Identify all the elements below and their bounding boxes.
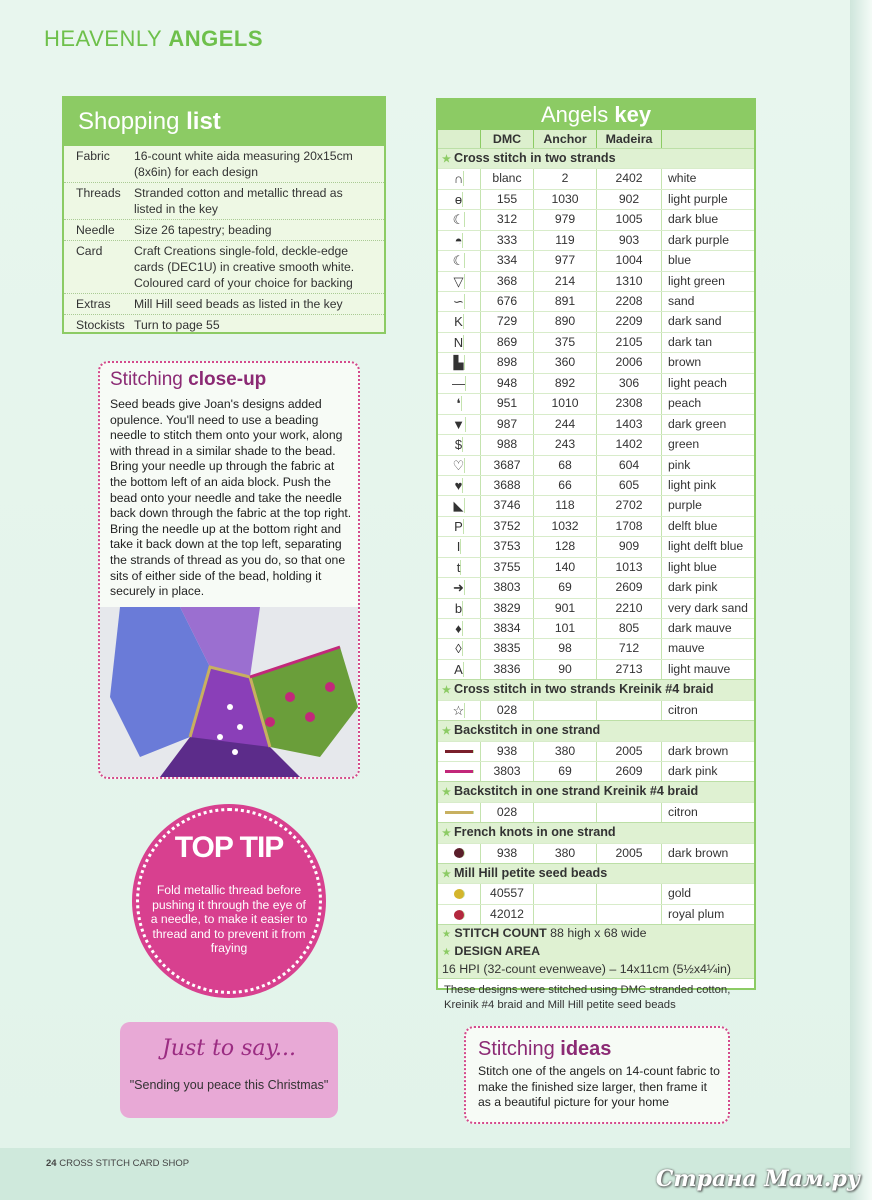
shopping-row: [64, 183, 384, 220]
key-col-symbol: [438, 130, 481, 148]
key-madeira: 712: [597, 639, 662, 658]
key-row: [438, 516, 754, 536]
key-colour-name: dark pink: [668, 580, 718, 595]
key-row: [438, 700, 754, 720]
key-colour-name: light blue: [668, 559, 717, 574]
key-symbol-icon: [438, 742, 481, 761]
star-icon: ★: [442, 726, 451, 738]
key-dmc: 729: [481, 312, 534, 331]
key-dmc: 988: [481, 435, 534, 454]
key-anchor: 892: [534, 374, 597, 393]
key-dmc: 334: [481, 251, 534, 270]
key-symbol-icon: ☾: [438, 251, 481, 270]
shopping-row: [64, 220, 384, 241]
key-symbol-icon: ❛: [438, 394, 481, 413]
shopping-row: [64, 315, 384, 335]
key-anchor: 375: [534, 333, 597, 352]
key-row: [438, 393, 754, 413]
key-dmc: blanc: [481, 169, 534, 188]
key-anchor: 66: [534, 476, 597, 495]
key-madeira: [597, 803, 662, 822]
key-symbol-icon: ☆: [438, 701, 481, 720]
key-section-title: ★ Cross stitch in two strands: [438, 148, 754, 168]
key-madeira: 1403: [597, 415, 662, 434]
key-madeira: 2609: [597, 578, 662, 597]
key-colour-name: dark mauve: [668, 621, 732, 636]
top-tip-text: Fold metallic thread before pushing it through the eye of a needle, to make it easier to thread and to prevent it from fraying: [150, 883, 308, 955]
key-symbol-icon: [438, 884, 481, 903]
key-row: [438, 230, 754, 250]
header-title-light: HEAVENLY: [44, 26, 162, 51]
closeup-title: Stitching close-up: [110, 369, 267, 390]
key-row: [438, 802, 754, 822]
key-colour-name: dark green: [668, 416, 727, 431]
key-symbol-icon: K: [438, 312, 481, 331]
key-madeira: 1402: [597, 435, 662, 454]
shopping-row-label: Card: [76, 244, 103, 258]
key-dmc: 3752: [481, 517, 534, 536]
key-row: [438, 332, 754, 352]
shopping-row: [64, 146, 384, 183]
key-anchor: 90: [534, 660, 597, 679]
key-dmc: 938: [481, 844, 534, 863]
key-symbol-icon: ▼: [438, 415, 481, 434]
key-dmc: 948: [481, 374, 534, 393]
closeup-photo: [100, 607, 358, 777]
key-symbol-icon: N: [438, 333, 481, 352]
key-madeira: 2210: [597, 599, 662, 618]
key-dmc: 951: [481, 394, 534, 413]
key-dmc: 3755: [481, 558, 534, 577]
key-dmc: 028: [481, 803, 534, 822]
key-body: [438, 148, 754, 924]
key-dmc: 333: [481, 231, 534, 250]
key-section-title: ★ Cross stitch in two strands Kreinik #4 braid: [438, 679, 754, 699]
key-anchor: 128: [534, 537, 597, 556]
shopping-list-rows: [64, 146, 384, 335]
key-madeira: 902: [597, 190, 662, 209]
key-symbol-icon: —: [438, 374, 481, 393]
key-row: [438, 761, 754, 781]
key-symbol-icon: b: [438, 599, 481, 618]
key-anchor: 69: [534, 762, 597, 781]
section-header: [44, 26, 263, 52]
shopping-row-value: Stranded cotton and metallic thread as listed in the key: [134, 186, 343, 216]
key-madeira: 805: [597, 619, 662, 638]
key-symbol-icon: $: [438, 435, 481, 454]
shopping-row-label: Needle: [76, 223, 115, 237]
key-colour-name: sand: [668, 294, 695, 309]
key-colour-name: gold: [668, 886, 692, 901]
key-dmc: 3688: [481, 476, 534, 495]
key-symbol-icon: [438, 844, 481, 863]
key-symbol-icon: ◓: [438, 231, 481, 250]
shopping-list-title: Shopping list: [64, 98, 384, 146]
key-anchor: 98: [534, 639, 597, 658]
key-colour-name: light green: [668, 273, 725, 288]
key-dmc: 40557: [481, 884, 534, 903]
key-col-dmc: DMC: [481, 130, 534, 148]
shopping-row-value: 16-count white aida measuring 20x15cm (8x6in) for each design: [134, 149, 353, 179]
key-anchor: 1030: [534, 190, 597, 209]
key-dmc: 3835: [481, 639, 534, 658]
key-anchor: [534, 905, 597, 924]
shopping-list: [62, 96, 386, 334]
key-anchor: 360: [534, 353, 597, 372]
key-dmc: 3803: [481, 762, 534, 781]
key-colour-name: citron: [668, 702, 698, 717]
top-tip-badge: [136, 808, 322, 994]
key-madeira: 2402: [597, 169, 662, 188]
key-madeira: 2308: [597, 394, 662, 413]
key-col-madeira: Madeira: [597, 130, 662, 148]
key-symbol-icon: ∽: [438, 292, 481, 311]
watermark: Страна Мам.ру: [655, 1166, 860, 1192]
key-row: [438, 291, 754, 311]
key-colour-name: dark sand: [668, 314, 722, 329]
key-colour-name: very dark sand: [668, 600, 748, 615]
key-madeira: 1005: [597, 210, 662, 229]
key-column-headers: [438, 130, 754, 148]
key-dmc: 368: [481, 272, 534, 291]
key-dmc: 898: [481, 353, 534, 372]
key-section-title: ★ French knots in one strand: [438, 822, 754, 842]
key-row: [438, 352, 754, 372]
key-madeira: 903: [597, 231, 662, 250]
key-row: [438, 373, 754, 393]
top-tip-title: TOP TIP: [174, 831, 284, 864]
key-dmc: 938: [481, 742, 534, 761]
shopping-row-value: Size 26 tapestry; beading: [134, 223, 272, 237]
shopping-row: [64, 241, 384, 294]
key-row: [438, 883, 754, 903]
design-area: ★ DESIGN AREA 16 HPI (32-count evenweave) – 14x11cm (5½x4¼in): [438, 943, 754, 978]
key-colour-name: brown: [668, 355, 702, 370]
key-colour-name: delft blue: [668, 518, 718, 533]
key-colour-name: citron: [668, 804, 698, 819]
key-madeira: 1708: [597, 517, 662, 536]
key-symbol-icon: [438, 762, 481, 781]
key-anchor: 380: [534, 742, 597, 761]
key-anchor: [534, 803, 597, 822]
key-anchor: 977: [534, 251, 597, 270]
key-madeira: 2105: [597, 333, 662, 352]
key-col-anchor: Anchor: [534, 130, 597, 148]
key-anchor: 244: [534, 415, 597, 434]
key-madeira: 2702: [597, 496, 662, 515]
key-symbol-icon: P: [438, 517, 481, 536]
key-symbol-icon: ♦: [438, 619, 481, 638]
key-dmc: 869: [481, 333, 534, 352]
key-row: [438, 271, 754, 291]
key-colour-name: blue: [668, 253, 692, 268]
key-row: [438, 414, 754, 434]
key-symbol-icon: ♥: [438, 476, 481, 495]
key-colour-name: royal plum: [668, 906, 725, 921]
key-section-title: ★ Backstitch in one strand Kreinik #4 braid: [438, 781, 754, 801]
key-madeira: [597, 905, 662, 924]
page-edge: [850, 0, 872, 1200]
key-symbol-icon: ▙: [438, 353, 481, 372]
key-symbol-icon: A: [438, 660, 481, 679]
key-madeira: 1004: [597, 251, 662, 270]
key-colour-name: dark tan: [668, 334, 713, 349]
key-dmc: 155: [481, 190, 534, 209]
angels-key: [436, 98, 756, 1012]
key-row: [438, 557, 754, 577]
key-colour-name: light peach: [668, 375, 727, 390]
key-madeira: 1013: [597, 558, 662, 577]
key-colour-name: light mauve: [668, 661, 731, 676]
key-anchor: 979: [534, 210, 597, 229]
key-row: [438, 209, 754, 229]
key-symbol-icon: [438, 905, 481, 924]
key-dmc: 3836: [481, 660, 534, 679]
key-madeira: [597, 884, 662, 903]
shopping-row: [64, 294, 384, 315]
key-colour-name: light delft blue: [668, 539, 744, 554]
key-anchor: 380: [534, 844, 597, 863]
key-row: [438, 168, 754, 188]
key-anchor: 69: [534, 578, 597, 597]
shopping-row-label: Fabric: [76, 149, 110, 163]
key-anchor: 890: [534, 312, 597, 331]
stitching-closeup: [98, 361, 360, 779]
shopping-row-label: Extras: [76, 297, 111, 311]
key-colour-name: dark brown: [668, 743, 729, 758]
header-title-bold: ANGELS: [168, 26, 264, 51]
key-madeira: 2006: [597, 353, 662, 372]
page-number: 24: [46, 1158, 57, 1169]
key-note: These designs were stitched using DMC stranded cotton, Kreinik #4 braid and Mill Hill petite seed beads: [438, 978, 754, 1017]
key-colour-name: peach: [668, 396, 702, 411]
key-colour-name: light purple: [668, 191, 728, 206]
shopping-row-value: Turn to page 55: [134, 318, 220, 332]
key-dmc: 3687: [481, 456, 534, 475]
key-anchor: 140: [534, 558, 597, 577]
key-colour-name: mauve: [668, 641, 705, 656]
key-row: [438, 618, 754, 638]
key-colour-name: light pink: [668, 477, 717, 492]
ideas-title: Stitching ideas: [478, 1038, 612, 1060]
just-to-say-title: Just to say...: [161, 1036, 297, 1061]
stitching-ideas: [464, 1026, 730, 1124]
key-row: [438, 598, 754, 618]
key-dmc: 028: [481, 701, 534, 720]
key-anchor: 214: [534, 272, 597, 291]
key-symbol-icon: ♡: [438, 456, 481, 475]
key-row: [438, 843, 754, 863]
key-madeira: 2713: [597, 660, 662, 679]
key-madeira: 1310: [597, 272, 662, 291]
key-symbol-icon: ☾: [438, 210, 481, 229]
key-row: [438, 577, 754, 597]
key-colour-name: pink: [668, 457, 691, 472]
key-anchor: 118: [534, 496, 597, 515]
key-madeira: [597, 701, 662, 720]
key-dmc: 3834: [481, 619, 534, 638]
key-madeira: 2005: [597, 844, 662, 863]
key-madeira: 2209: [597, 312, 662, 331]
key-row: [438, 741, 754, 761]
key-anchor: 68: [534, 456, 597, 475]
key-dmc: 987: [481, 415, 534, 434]
key-row: [438, 475, 754, 495]
key-symbol-icon: ɵ: [438, 190, 481, 209]
key-anchor: [534, 701, 597, 720]
ideas-text: Stitch one of the angels on 14-count fabric to make the finished size larger, then frame it as a beautiful picture for your home: [478, 1064, 720, 1110]
closeup-text: Seed beads give Joan's designs added opulence. You'll need to use a beading needle to stitch them onto your work, along with thread in a similar shade to the bead. Bring your needle up through the fabric at the bottom left of an aida block. Push the bead onto your needle and take the needle back down through the fabric at the top right. Bring the needle up at the bottom right and take it back down at the top left, separating the strands of thread as you do, so that one sits of either side of the bead, holding it securely in place.: [110, 397, 352, 599]
key-madeira: 2609: [597, 762, 662, 781]
key-colour-name: purple: [668, 498, 702, 513]
key-anchor: [534, 884, 597, 903]
key-dmc: 312: [481, 210, 534, 229]
key-row: [438, 536, 754, 556]
key-symbol-icon: ◊: [438, 639, 481, 658]
key-symbol-icon: t: [438, 558, 481, 577]
key-dmc: 676: [481, 292, 534, 311]
shopping-row-value: Craft Creations single-fold, deckle-edge cards (DEC1U) in creative smooth white. Coloured card of your choice for backing: [134, 244, 355, 290]
star-icon: ★: [442, 154, 451, 165]
key-dmc: 42012: [481, 905, 534, 924]
key-madeira: 605: [597, 476, 662, 495]
key-row: [438, 455, 754, 475]
key-title: Angels key: [438, 100, 754, 130]
key-colour-name: dark purple: [668, 232, 729, 247]
key-row: [438, 250, 754, 270]
key-symbol-icon: ◣: [438, 496, 481, 515]
key-dmc: 3829: [481, 599, 534, 618]
key-row: [438, 189, 754, 209]
key-row: [438, 904, 754, 924]
key-section-title: ★ Mill Hill petite seed beads: [438, 863, 754, 883]
stitch-count: ★ STITCH COUNT 88 high x 68 wide: [438, 924, 754, 943]
key-row: [438, 638, 754, 658]
key-row: [438, 311, 754, 331]
key-anchor: 1032: [534, 517, 597, 536]
key-colour-name: white: [668, 171, 697, 186]
star-icon: ★: [442, 787, 451, 799]
key-col-name: [662, 130, 754, 148]
key-symbol-icon: I: [438, 537, 481, 556]
just-to-say-box: [120, 1022, 338, 1118]
key-madeira: 306: [597, 374, 662, 393]
key-dmc: 3746: [481, 496, 534, 515]
key-anchor: 119: [534, 231, 597, 250]
key-anchor: 901: [534, 599, 597, 618]
key-anchor: 243: [534, 435, 597, 454]
magazine-name: CROSS STITCH CARD SHOP: [59, 1158, 190, 1169]
key-row: [438, 495, 754, 515]
key-anchor: 101: [534, 619, 597, 638]
star-icon: ★: [442, 828, 451, 840]
key-madeira: 604: [597, 456, 662, 475]
key-colour-name: green: [668, 437, 700, 452]
key-colour-name: dark brown: [668, 845, 729, 860]
key-anchor: 1010: [534, 394, 597, 413]
key-section-title: ★ Backstitch in one strand: [438, 720, 754, 740]
key-madeira: 2208: [597, 292, 662, 311]
star-icon: ★: [442, 685, 451, 697]
key-symbol-icon: ➜: [438, 578, 481, 597]
just-to-say-text: "Sending you peace this Christmas": [129, 1078, 329, 1092]
key-anchor: 891: [534, 292, 597, 311]
star-icon: ★: [442, 869, 451, 881]
key-colour-name: dark pink: [668, 763, 718, 778]
key-symbol-icon: ∩: [438, 169, 481, 188]
shopping-row-value: Mill Hill seed beads as listed in the key: [134, 297, 343, 311]
key-colour-name: dark blue: [668, 212, 719, 227]
key-dmc: 3803: [481, 578, 534, 597]
key-anchor: 2: [534, 169, 597, 188]
key-row: [438, 434, 754, 454]
shopping-row-label: Threads: [76, 186, 121, 200]
key-madeira: 2005: [597, 742, 662, 761]
footer: [46, 1158, 189, 1169]
shopping-row-label: Stockists: [76, 318, 125, 332]
key-madeira: 909: [597, 537, 662, 556]
key-dmc: 3753: [481, 537, 534, 556]
key-symbol-icon: [438, 803, 481, 822]
key-symbol-icon: ▽: [438, 272, 481, 291]
key-row: [438, 659, 754, 679]
